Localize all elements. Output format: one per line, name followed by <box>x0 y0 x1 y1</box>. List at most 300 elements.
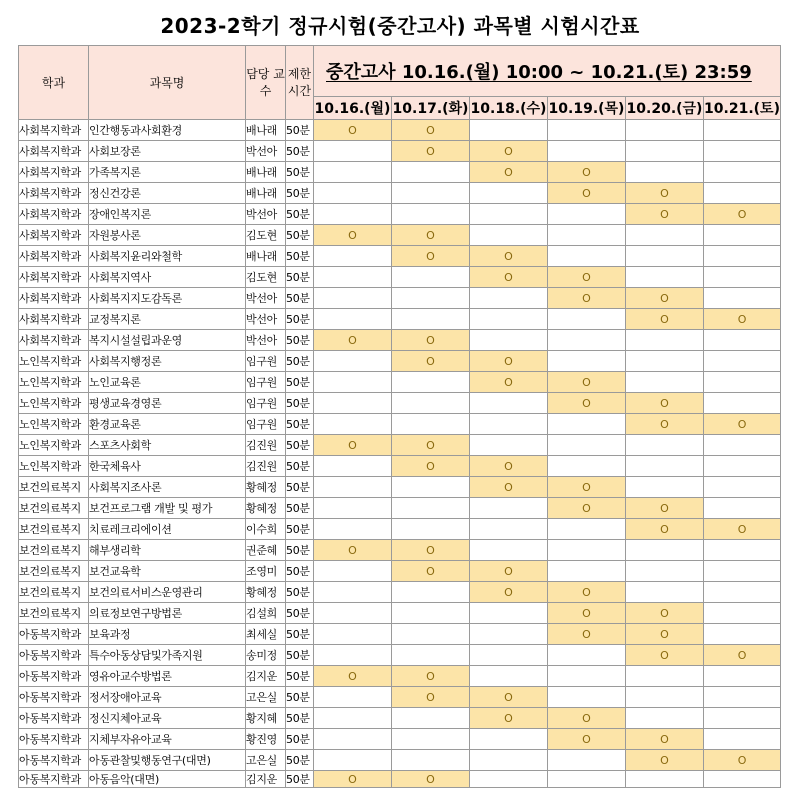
dept-cell: 사회복지학과 <box>19 267 89 288</box>
course-cell: 보건프로그램 개발 및 평가 <box>89 498 246 519</box>
course-cell: 정서장애아교육 <box>89 687 246 708</box>
time-limit-cell: 50분 <box>286 120 314 141</box>
exam-day-mark: O <box>392 120 470 141</box>
table-row <box>19 246 781 267</box>
exam-day-mark: O <box>548 624 626 645</box>
professor-cell: 조영미 <box>246 561 286 582</box>
empty-day-cell <box>626 330 704 351</box>
empty-day-cell <box>470 183 548 204</box>
dept-cell: 노인복지학과 <box>19 456 89 477</box>
course-cell: 해부생리학 <box>89 540 246 561</box>
exam-day-mark: O <box>704 519 781 540</box>
empty-day-cell <box>392 498 470 519</box>
empty-day-cell <box>470 666 548 687</box>
empty-day-cell <box>392 645 470 666</box>
empty-day-cell <box>704 435 781 456</box>
empty-day-cell <box>392 750 470 771</box>
time-limit-cell: 50분 <box>286 708 314 729</box>
table-row <box>19 120 781 141</box>
time-limit-cell: 50분 <box>286 141 314 162</box>
dept-cell: 아동복지학과 <box>19 645 89 666</box>
exam-day-mark: O <box>314 225 392 246</box>
empty-day-cell <box>470 603 548 624</box>
course-cell: 노인교육론 <box>89 372 246 393</box>
time-limit-cell: 50분 <box>286 225 314 246</box>
time-limit-cell: 50분 <box>286 456 314 477</box>
empty-day-cell <box>704 603 781 624</box>
empty-day-cell <box>704 771 781 788</box>
professor-cell: 황혜정 <box>246 477 286 498</box>
header-prof: 담당 교수 <box>246 46 286 120</box>
professor-cell: 권준혜 <box>246 540 286 561</box>
exam-day-mark: O <box>626 750 704 771</box>
header-course: 과목명 <box>89 46 246 120</box>
exam-day-mark: O <box>314 666 392 687</box>
empty-day-cell <box>314 645 392 666</box>
course-cell: 보건교육학 <box>89 561 246 582</box>
empty-day-cell <box>314 393 392 414</box>
course-cell: 사회복지지도감독론 <box>89 288 246 309</box>
dept-cell: 사회복지학과 <box>19 204 89 225</box>
header-date: 10.21.(토) <box>704 97 781 120</box>
professor-cell: 송미정 <box>246 645 286 666</box>
empty-day-cell <box>626 372 704 393</box>
professor-cell: 고은실 <box>246 687 286 708</box>
table-row <box>19 204 781 225</box>
table-row <box>19 435 781 456</box>
exam-day-mark: O <box>548 708 626 729</box>
empty-day-cell <box>392 519 470 540</box>
exam-day-mark: O <box>548 498 626 519</box>
empty-day-cell <box>314 624 392 645</box>
empty-day-cell <box>626 456 704 477</box>
empty-day-cell <box>392 624 470 645</box>
empty-day-cell <box>314 708 392 729</box>
time-limit-cell: 50분 <box>286 330 314 351</box>
professor-cell: 최세실 <box>246 624 286 645</box>
dept-cell: 사회복지학과 <box>19 309 89 330</box>
dept-cell: 노인복지학과 <box>19 351 89 372</box>
empty-day-cell <box>626 120 704 141</box>
course-cell: 정신건강론 <box>89 183 246 204</box>
empty-day-cell <box>548 540 626 561</box>
empty-day-cell <box>470 288 548 309</box>
professor-cell: 임구원 <box>246 372 286 393</box>
course-cell: 복지시설설립과운영 <box>89 330 246 351</box>
table-row <box>19 372 781 393</box>
empty-day-cell <box>704 267 781 288</box>
time-limit-cell: 50분 <box>286 645 314 666</box>
empty-day-cell <box>704 162 781 183</box>
table-row <box>19 687 781 708</box>
professor-cell: 김도현 <box>246 225 286 246</box>
empty-day-cell <box>470 120 548 141</box>
empty-day-cell <box>470 393 548 414</box>
empty-day-cell <box>704 351 781 372</box>
exam-day-mark: O <box>626 204 704 225</box>
empty-day-cell <box>548 666 626 687</box>
empty-day-cell <box>392 393 470 414</box>
empty-day-cell <box>392 372 470 393</box>
time-limit-cell: 50분 <box>286 624 314 645</box>
exam-day-mark: O <box>626 183 704 204</box>
empty-day-cell <box>626 267 704 288</box>
professor-cell: 황진영 <box>246 729 286 750</box>
exam-day-mark: O <box>548 267 626 288</box>
exam-day-mark: O <box>314 771 392 788</box>
exam-day-mark: O <box>704 204 781 225</box>
dept-cell: 보건의료복지 <box>19 498 89 519</box>
time-limit-cell: 50분 <box>286 435 314 456</box>
dept-cell: 아동복지학과 <box>19 666 89 687</box>
table-row <box>19 162 781 183</box>
empty-day-cell <box>704 288 781 309</box>
time-limit-cell: 50분 <box>286 288 314 309</box>
exam-day-mark: O <box>470 141 548 162</box>
time-limit-cell: 50분 <box>286 750 314 771</box>
table-row <box>19 183 781 204</box>
empty-day-cell <box>704 624 781 645</box>
course-cell: 자원봉사론 <box>89 225 246 246</box>
dept-cell: 보건의료복지 <box>19 603 89 624</box>
empty-day-cell <box>548 435 626 456</box>
professor-cell: 박선아 <box>246 330 286 351</box>
exam-day-mark: O <box>392 141 470 162</box>
empty-day-cell <box>548 519 626 540</box>
empty-day-cell <box>314 498 392 519</box>
empty-day-cell <box>704 540 781 561</box>
exam-day-mark: O <box>392 225 470 246</box>
empty-day-cell <box>548 414 626 435</box>
exam-day-mark: O <box>548 729 626 750</box>
table-row <box>19 309 781 330</box>
dept-cell: 노인복지학과 <box>19 372 89 393</box>
empty-day-cell <box>548 750 626 771</box>
dept-cell: 아동복지학과 <box>19 729 89 750</box>
empty-day-cell <box>548 561 626 582</box>
time-limit-cell: 50분 <box>286 372 314 393</box>
empty-day-cell <box>704 120 781 141</box>
exam-day-mark: O <box>470 687 548 708</box>
empty-day-cell <box>314 309 392 330</box>
exam-day-mark: O <box>314 540 392 561</box>
empty-day-cell <box>704 456 781 477</box>
empty-day-cell <box>626 477 704 498</box>
empty-day-cell <box>314 582 392 603</box>
exam-day-mark: O <box>626 645 704 666</box>
empty-day-cell <box>314 183 392 204</box>
dept-cell: 사회복지학과 <box>19 288 89 309</box>
dept-cell: 아동복지학과 <box>19 624 89 645</box>
course-cell: 보육과정 <box>89 624 246 645</box>
exam-day-mark: O <box>470 456 548 477</box>
empty-day-cell <box>392 708 470 729</box>
table-row <box>19 750 781 771</box>
table-row <box>19 771 781 788</box>
empty-day-cell <box>314 687 392 708</box>
empty-day-cell <box>626 435 704 456</box>
time-limit-cell: 50분 <box>286 393 314 414</box>
table-row <box>19 540 781 561</box>
table-header <box>19 46 781 120</box>
table-row <box>19 288 781 309</box>
course-cell: 평생교육경영론 <box>89 393 246 414</box>
course-cell: 사회복지행정론 <box>89 351 246 372</box>
professor-cell: 박선아 <box>246 141 286 162</box>
empty-day-cell <box>704 582 781 603</box>
table-row <box>19 645 781 666</box>
header-date: 10.18.(수) <box>470 97 548 120</box>
course-cell: 인간행동과사회환경 <box>89 120 246 141</box>
empty-day-cell <box>314 729 392 750</box>
dept-cell: 노인복지학과 <box>19 393 89 414</box>
time-limit-cell: 50분 <box>286 540 314 561</box>
professor-cell: 배나래 <box>246 162 286 183</box>
time-limit-cell: 50분 <box>286 267 314 288</box>
empty-day-cell <box>314 372 392 393</box>
empty-day-cell <box>704 729 781 750</box>
time-limit-cell: 50분 <box>286 603 314 624</box>
time-limit-cell: 50분 <box>286 519 314 540</box>
course-cell: 의료정보연구방법론 <box>89 603 246 624</box>
time-limit-cell: 50분 <box>286 309 314 330</box>
exam-day-mark: O <box>314 120 392 141</box>
dept-cell: 노인복지학과 <box>19 414 89 435</box>
dept-cell: 사회복지학과 <box>19 120 89 141</box>
course-cell: 한국체육사 <box>89 456 246 477</box>
exam-day-mark: O <box>392 561 470 582</box>
exam-day-mark: O <box>392 687 470 708</box>
empty-day-cell <box>626 561 704 582</box>
exam-day-mark: O <box>548 477 626 498</box>
empty-day-cell <box>314 414 392 435</box>
empty-day-cell <box>548 645 626 666</box>
time-limit-cell: 50분 <box>286 414 314 435</box>
time-limit-cell: 50분 <box>286 246 314 267</box>
time-limit-cell: 50분 <box>286 351 314 372</box>
dept-cell: 사회복지학과 <box>19 183 89 204</box>
dept-cell: 사회복지학과 <box>19 225 89 246</box>
empty-day-cell <box>470 330 548 351</box>
exam-day-mark: O <box>626 603 704 624</box>
course-cell: 사회보장론 <box>89 141 246 162</box>
empty-day-cell <box>470 414 548 435</box>
empty-day-cell <box>314 267 392 288</box>
dept-cell: 사회복지학과 <box>19 246 89 267</box>
professor-cell: 박선아 <box>246 288 286 309</box>
empty-day-cell <box>470 519 548 540</box>
course-cell: 아동관찰및행동연구(대면) <box>89 750 246 771</box>
course-cell: 특수아동상담및가족지원 <box>89 645 246 666</box>
empty-day-cell <box>314 519 392 540</box>
professor-cell: 임구원 <box>246 414 286 435</box>
course-cell: 환경교육론 <box>89 414 246 435</box>
dept-cell: 노인복지학과 <box>19 435 89 456</box>
exam-day-mark: O <box>626 729 704 750</box>
empty-day-cell <box>470 771 548 788</box>
header-date: 10.16.(월) <box>314 97 392 120</box>
time-limit-cell: 50분 <box>286 729 314 750</box>
empty-day-cell <box>704 183 781 204</box>
exam-day-mark: O <box>626 519 704 540</box>
empty-day-cell <box>548 141 626 162</box>
exam-day-mark: O <box>704 309 781 330</box>
empty-day-cell <box>626 141 704 162</box>
course-cell: 장애인복지론 <box>89 204 246 225</box>
empty-day-cell <box>392 477 470 498</box>
exam-day-mark: O <box>314 435 392 456</box>
exam-day-mark: O <box>392 330 470 351</box>
course-cell: 스포츠사회학 <box>89 435 246 456</box>
header-date: 10.20.(금) <box>626 97 704 120</box>
empty-day-cell <box>470 498 548 519</box>
dept-cell: 사회복지학과 <box>19 330 89 351</box>
dept-cell: 사회복지학과 <box>19 162 89 183</box>
empty-day-cell <box>626 162 704 183</box>
empty-day-cell <box>704 141 781 162</box>
exam-day-mark: O <box>548 582 626 603</box>
empty-day-cell <box>314 288 392 309</box>
table-row <box>19 624 781 645</box>
empty-day-cell <box>314 561 392 582</box>
dept-cell: 아동복지학과 <box>19 708 89 729</box>
exam-day-mark: O <box>548 372 626 393</box>
empty-day-cell <box>470 309 548 330</box>
empty-day-cell <box>392 414 470 435</box>
course-cell: 치료레크리에이션 <box>89 519 246 540</box>
empty-day-cell <box>626 771 704 788</box>
empty-day-cell <box>548 351 626 372</box>
time-limit-cell: 50분 <box>286 183 314 204</box>
empty-day-cell <box>626 687 704 708</box>
professor-cell: 황지혜 <box>246 708 286 729</box>
dept-cell: 보건의료복지 <box>19 582 89 603</box>
dept-cell: 보건의료복지 <box>19 519 89 540</box>
exam-day-mark: O <box>470 582 548 603</box>
time-limit-cell: 50분 <box>286 162 314 183</box>
empty-day-cell <box>626 582 704 603</box>
professor-cell: 김진원 <box>246 456 286 477</box>
empty-day-cell <box>392 267 470 288</box>
empty-day-cell <box>392 288 470 309</box>
empty-day-cell <box>314 141 392 162</box>
empty-day-cell <box>704 561 781 582</box>
empty-day-cell <box>704 330 781 351</box>
empty-day-cell <box>470 750 548 771</box>
empty-day-cell <box>704 372 781 393</box>
empty-day-cell <box>314 750 392 771</box>
course-cell: 가족복지론 <box>89 162 246 183</box>
exam-day-mark: O <box>314 330 392 351</box>
dept-cell: 보건의료복지 <box>19 561 89 582</box>
dept-cell: 보건의료복지 <box>19 540 89 561</box>
table-row <box>19 666 781 687</box>
empty-day-cell <box>314 456 392 477</box>
exam-day-mark: O <box>626 393 704 414</box>
dept-cell: 보건의료복지 <box>19 477 89 498</box>
professor-cell: 임구원 <box>246 351 286 372</box>
table-row <box>19 267 781 288</box>
empty-day-cell <box>314 477 392 498</box>
exam-day-mark: O <box>548 162 626 183</box>
exam-day-mark: O <box>704 750 781 771</box>
empty-day-cell <box>626 246 704 267</box>
empty-day-cell <box>392 162 470 183</box>
empty-day-cell <box>704 708 781 729</box>
course-cell: 영유아교수방법론 <box>89 666 246 687</box>
exam-day-mark: O <box>470 561 548 582</box>
header-date: 10.19.(목) <box>548 97 626 120</box>
empty-day-cell <box>704 225 781 246</box>
table-row <box>19 729 781 750</box>
empty-day-cell <box>470 204 548 225</box>
exam-day-mark: O <box>470 267 548 288</box>
professor-cell: 이수희 <box>246 519 286 540</box>
exam-day-mark: O <box>470 246 548 267</box>
header-date: 10.17.(화) <box>392 97 470 120</box>
table-row <box>19 498 781 519</box>
empty-day-cell <box>626 666 704 687</box>
empty-day-cell <box>704 477 781 498</box>
exam-day-mark: O <box>626 309 704 330</box>
exam-day-mark: O <box>392 456 470 477</box>
empty-day-cell <box>314 204 392 225</box>
course-cell: 교정복지론 <box>89 309 246 330</box>
professor-cell: 김도현 <box>246 267 286 288</box>
professor-cell: 고은실 <box>246 750 286 771</box>
exam-day-mark: O <box>470 708 548 729</box>
table-row <box>19 603 781 624</box>
table-row <box>19 582 781 603</box>
professor-cell: 김진원 <box>246 435 286 456</box>
professor-cell: 임구원 <box>246 393 286 414</box>
empty-day-cell <box>548 204 626 225</box>
dept-cell: 사회복지학과 <box>19 141 89 162</box>
empty-day-cell <box>626 708 704 729</box>
dept-cell: 아동복지학과 <box>19 687 89 708</box>
dept-cell: 아동복지학과 <box>19 750 89 771</box>
exam-day-mark: O <box>626 414 704 435</box>
professor-cell: 김설희 <box>246 603 286 624</box>
time-limit-cell: 50분 <box>286 687 314 708</box>
table-row <box>19 351 781 372</box>
time-limit-cell: 50분 <box>286 477 314 498</box>
exam-day-mark: O <box>704 414 781 435</box>
empty-day-cell <box>704 246 781 267</box>
exam-day-mark: O <box>392 666 470 687</box>
empty-day-cell <box>704 393 781 414</box>
empty-day-cell <box>548 456 626 477</box>
time-limit-cell: 50분 <box>286 666 314 687</box>
professor-cell: 황혜정 <box>246 498 286 519</box>
exam-day-mark: O <box>548 603 626 624</box>
exam-day-mark: O <box>392 351 470 372</box>
exam-day-mark: O <box>548 288 626 309</box>
empty-day-cell <box>548 246 626 267</box>
exam-day-mark: O <box>470 372 548 393</box>
empty-day-cell <box>314 351 392 372</box>
exam-day-mark: O <box>470 351 548 372</box>
empty-day-cell <box>548 309 626 330</box>
exam-day-mark: O <box>470 477 548 498</box>
professor-cell: 배나래 <box>246 120 286 141</box>
exam-day-mark: O <box>548 183 626 204</box>
table-row <box>19 330 781 351</box>
page-title: 2023-2학기 정규시험(중간고사) 과목별 시험시간표 <box>160 14 640 38</box>
empty-day-cell <box>470 645 548 666</box>
professor-cell: 배나래 <box>246 246 286 267</box>
empty-day-cell <box>392 582 470 603</box>
